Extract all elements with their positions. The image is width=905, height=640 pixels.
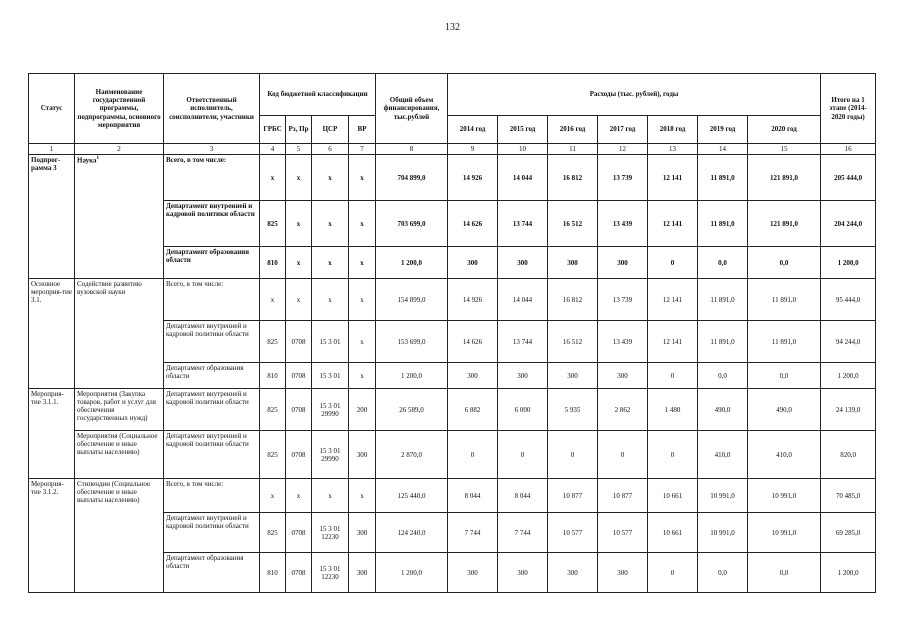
- grbs-cell: 825: [260, 431, 286, 479]
- csr-cell: х: [312, 247, 349, 279]
- rzpr-cell: 0708: [286, 321, 312, 363]
- year-value-cell: 0,0: [748, 247, 821, 279]
- name-cell: Мероприятия (Социальное обеспечение и иные выплаты населению): [75, 431, 164, 479]
- csr-cell: 15 3 01 29990: [312, 389, 349, 431]
- year-value-cell: 10 577: [548, 513, 598, 553]
- year-value-cell: 8 044: [448, 479, 498, 513]
- grbs-cell: 825: [260, 389, 286, 431]
- year-value-cell: 0,0: [698, 247, 748, 279]
- column-number: 11: [548, 144, 598, 155]
- header-status: Статус: [29, 74, 75, 144]
- column-number: 16: [821, 144, 876, 155]
- year-value-cell: 11 891,0: [748, 279, 821, 321]
- responsible-cell: Департамент образования области: [164, 363, 260, 389]
- year-value-cell: 300: [598, 553, 648, 593]
- column-number: 4: [260, 144, 286, 155]
- year-value-cell: 0,0: [698, 553, 748, 593]
- grbs-cell: 810: [260, 553, 286, 593]
- year-value-cell: 300: [448, 363, 498, 389]
- grbs-cell: 825: [260, 321, 286, 363]
- header-code: ЦСР: [312, 116, 349, 144]
- year-value-cell: 0,0: [748, 363, 821, 389]
- year-value-cell: 121 891,0: [748, 155, 821, 201]
- year-value-cell: 410,0: [698, 431, 748, 479]
- year-value-cell: 10 661: [648, 479, 698, 513]
- header-year: 2020 год: [748, 116, 821, 144]
- year-value-cell: 6 882: [448, 389, 498, 431]
- year-value-cell: 300: [448, 553, 498, 593]
- responsible-cell: Департамент внутренней и кадровой политики области: [164, 513, 260, 553]
- year-value-cell: 7 744: [448, 513, 498, 553]
- csr-cell: х: [312, 279, 349, 321]
- year-value-cell: 13 439: [598, 201, 648, 247]
- year-value-cell: 13 744: [498, 201, 548, 247]
- grbs-cell: х: [260, 479, 286, 513]
- year-value-cell: 8 044: [498, 479, 548, 513]
- stage-total-cell: 205 444,0: [821, 155, 876, 201]
- total-cell: 1 200,0: [376, 553, 448, 593]
- header-stage-total: Итого на 1 этапе (2014-2020 годы): [821, 74, 876, 144]
- year-value-cell: 0: [448, 431, 498, 479]
- year-value-cell: 10 877: [598, 479, 648, 513]
- year-value-cell: 0,0: [698, 363, 748, 389]
- rzpr-cell: 0708: [286, 363, 312, 389]
- responsible-cell: Департамент образования области: [164, 553, 260, 593]
- year-value-cell: 0: [648, 363, 698, 389]
- vr-cell: х: [349, 155, 376, 201]
- year-value-cell: 300: [548, 247, 598, 279]
- column-number: 3: [164, 144, 260, 155]
- year-value-cell: 11 891,0: [698, 201, 748, 247]
- stage-total-cell: 95 444,0: [821, 279, 876, 321]
- rzpr-cell: 0708: [286, 431, 312, 479]
- csr-cell: 15 3 01 12230: [312, 513, 349, 553]
- budget-table: [28, 73, 876, 593]
- year-value-cell: 490,0: [698, 389, 748, 431]
- vr-cell: 200: [349, 389, 376, 431]
- stage-total-cell: 69 285,0: [821, 513, 876, 553]
- total-cell: 2 870,0: [376, 431, 448, 479]
- header-year: 2017 год: [598, 116, 648, 144]
- year-value-cell: 0: [648, 247, 698, 279]
- year-value-cell: 11 891,0: [698, 279, 748, 321]
- header-name: Наименование государственной программы, подпрограммы, основного мероприятия: [75, 74, 164, 144]
- stage-total-cell: 70 485,0: [821, 479, 876, 513]
- column-number: 15: [748, 144, 821, 155]
- header-responsible: Ответственный исполнитель, соисполнители, участники: [164, 74, 260, 144]
- year-value-cell: 10 991,0: [748, 479, 821, 513]
- total-cell: 154 899,0: [376, 279, 448, 321]
- rzpr-cell: 0708: [286, 513, 312, 553]
- column-number: 1: [29, 144, 75, 155]
- year-value-cell: 10 991,0: [698, 513, 748, 553]
- responsible-cell: Всего, в том числе:: [164, 155, 260, 201]
- column-number: 8: [376, 144, 448, 155]
- year-value-cell: 300: [598, 363, 648, 389]
- year-value-cell: 13 439: [598, 321, 648, 363]
- responsible-cell: Департамент внутренней и кадровой политики области: [164, 321, 260, 363]
- column-number: 2: [75, 144, 164, 155]
- total-cell: 704 899,0: [376, 155, 448, 201]
- grbs-cell: х: [260, 279, 286, 321]
- year-value-cell: 16 812: [548, 279, 598, 321]
- year-value-cell: 10 991,0: [698, 479, 748, 513]
- year-value-cell: 10 661: [648, 513, 698, 553]
- total-cell: 1 200,0: [376, 363, 448, 389]
- vr-cell: х: [349, 363, 376, 389]
- responsible-cell: Департамент образования области: [164, 247, 260, 279]
- rzpr-cell: 0708: [286, 389, 312, 431]
- year-value-cell: 300: [598, 247, 648, 279]
- year-value-cell: 0: [548, 431, 598, 479]
- total-cell: 26 589,0: [376, 389, 448, 431]
- responsible-cell: Всего, в том числе:: [164, 479, 260, 513]
- year-value-cell: 11 891,0: [748, 321, 821, 363]
- column-number: 5: [286, 144, 312, 155]
- stage-total-cell: 1 200,0: [821, 553, 876, 593]
- status-cell: Мероприя-тие 3.1.1.: [29, 389, 75, 479]
- header-budget-code: Код бюджетной классификации: [260, 74, 376, 116]
- responsible-cell: Департамент внутренней и кадровой политики области: [164, 201, 260, 247]
- total-cell: 1 200,0: [376, 247, 448, 279]
- stage-total-cell: 820,0: [821, 431, 876, 479]
- table-row: [29, 389, 876, 431]
- rzpr-cell: х: [286, 155, 312, 201]
- year-value-cell: 16 812: [548, 155, 598, 201]
- year-value-cell: 0: [598, 431, 648, 479]
- year-value-cell: 300: [548, 553, 598, 593]
- header-year: 2019 год: [698, 116, 748, 144]
- year-value-cell: 12 141: [648, 279, 698, 321]
- rzpr-cell: х: [286, 479, 312, 513]
- year-value-cell: 11 891,0: [698, 321, 748, 363]
- column-number: 9: [448, 144, 498, 155]
- year-value-cell: 12 141: [648, 201, 698, 247]
- year-value-cell: 0: [648, 553, 698, 593]
- year-value-cell: 14 926: [448, 155, 498, 201]
- year-value-cell: 14 044: [498, 155, 548, 201]
- name-cell: Наука$^1$: [75, 155, 164, 279]
- year-value-cell: 10 991,0: [748, 513, 821, 553]
- csr-cell: х: [312, 201, 349, 247]
- name-cell: Содействие развитию вузовской науки: [75, 279, 164, 389]
- table-row: [29, 479, 876, 513]
- status-cell: Подпрог-рамма 3: [29, 155, 75, 279]
- year-value-cell: 10 577: [598, 513, 648, 553]
- stage-total-cell: 94 244,0: [821, 321, 876, 363]
- grbs-cell: х: [260, 155, 286, 201]
- year-value-cell: 300: [498, 553, 548, 593]
- column-number: 13: [648, 144, 698, 155]
- rzpr-cell: х: [286, 247, 312, 279]
- header-total: Общий объем финансирования, тыс.рублей: [376, 74, 448, 144]
- rzpr-cell: х: [286, 279, 312, 321]
- total-cell: 125 440,0: [376, 479, 448, 513]
- status-cell: Мероприя-тие 3.1.2.: [29, 479, 75, 593]
- vr-cell: х: [349, 201, 376, 247]
- header-year: 2018 год: [648, 116, 698, 144]
- csr-cell: 15 3 01 12230: [312, 553, 349, 593]
- year-value-cell: 300: [498, 363, 548, 389]
- vr-cell: х: [349, 479, 376, 513]
- year-value-cell: 14 626: [448, 321, 498, 363]
- vr-cell: х: [349, 279, 376, 321]
- column-number: 10: [498, 144, 548, 155]
- csr-cell: х: [312, 479, 349, 513]
- year-value-cell: 13 739: [598, 279, 648, 321]
- total-cell: 124 240,0: [376, 513, 448, 553]
- year-value-cell: 300: [448, 247, 498, 279]
- year-value-cell: 16 512: [548, 321, 598, 363]
- status-cell: Основное мероприя-тие 3.1.: [29, 279, 75, 389]
- name-cell: Мероприятия (Закупка товаров, работ и услуг для обеспечения государственных нужд): [75, 389, 164, 431]
- header-code: ГРБС: [260, 116, 286, 144]
- year-value-cell: 7 744: [498, 513, 548, 553]
- column-number: 12: [598, 144, 648, 155]
- vr-cell: х: [349, 247, 376, 279]
- csr-cell: 15 3 01 29990: [312, 431, 349, 479]
- year-value-cell: 10 877: [548, 479, 598, 513]
- year-value-cell: 14 926: [448, 279, 498, 321]
- year-value-cell: 14 044: [498, 279, 548, 321]
- year-value-cell: 5 935: [548, 389, 598, 431]
- grbs-cell: 825: [260, 513, 286, 553]
- year-value-cell: 300: [498, 247, 548, 279]
- column-number: 6: [312, 144, 349, 155]
- header-year: 2014 год: [448, 116, 498, 144]
- vr-cell: 300: [349, 431, 376, 479]
- year-value-cell: 14 626: [448, 201, 498, 247]
- year-value-cell: 6 000: [498, 389, 548, 431]
- table-row: [29, 155, 876, 201]
- year-value-cell: 13 744: [498, 321, 548, 363]
- year-value-cell: 13 739: [598, 155, 648, 201]
- grbs-cell: 810: [260, 247, 286, 279]
- year-value-cell: 0,0: [748, 553, 821, 593]
- responsible-cell: Департамент внутренней и кадровой политики области: [164, 431, 260, 479]
- vr-cell: 300: [349, 553, 376, 593]
- table-row: [29, 431, 876, 479]
- year-value-cell: 12 141: [648, 321, 698, 363]
- year-value-cell: 300: [548, 363, 598, 389]
- stage-total-cell: 204 244,0: [821, 201, 876, 247]
- column-number: 7: [349, 144, 376, 155]
- csr-cell: 15 3 01: [312, 321, 349, 363]
- vr-cell: 300: [349, 513, 376, 553]
- vr-cell: х: [349, 321, 376, 363]
- header-code: Рз, Пр: [286, 116, 312, 144]
- year-value-cell: 1 480: [648, 389, 698, 431]
- name-cell: Стипендии (Социальное обеспечение и иные выплаты населению): [75, 479, 164, 593]
- grbs-cell: 825: [260, 201, 286, 247]
- rzpr-cell: х: [286, 201, 312, 247]
- csr-cell: х: [312, 155, 349, 201]
- header-code: ВР: [349, 116, 376, 144]
- grbs-cell: 810: [260, 363, 286, 389]
- year-value-cell: 11 891,0: [698, 155, 748, 201]
- year-value-cell: 0: [648, 431, 698, 479]
- year-value-cell: 12 141: [648, 155, 698, 201]
- year-value-cell: 490,0: [748, 389, 821, 431]
- year-value-cell: 0: [498, 431, 548, 479]
- stage-total-cell: 1 200,0: [821, 363, 876, 389]
- year-value-cell: 16 512: [548, 201, 598, 247]
- total-cell: 703 699,0: [376, 201, 448, 247]
- total-cell: 153 699,0: [376, 321, 448, 363]
- responsible-cell: Департамент внутренней и кадровой политики области: [164, 389, 260, 431]
- stage-total-cell: 1 200,0: [821, 247, 876, 279]
- page-number: 132: [445, 22, 460, 33]
- year-value-cell: 121 891,0: [748, 201, 821, 247]
- stage-total-cell: 24 139,0: [821, 389, 876, 431]
- header-year: 2016 год: [548, 116, 598, 144]
- column-number: 14: [698, 144, 748, 155]
- csr-cell: 15 3 01: [312, 363, 349, 389]
- responsible-cell: Всего, в том числе:: [164, 279, 260, 321]
- rzpr-cell: 0708: [286, 553, 312, 593]
- table-row: [29, 279, 876, 321]
- header-expenses: Расходы (тыс. рублей), годы: [448, 74, 821, 116]
- year-value-cell: 410,0: [748, 431, 821, 479]
- header-year: 2015 год: [498, 116, 548, 144]
- year-value-cell: 2 862: [598, 389, 648, 431]
